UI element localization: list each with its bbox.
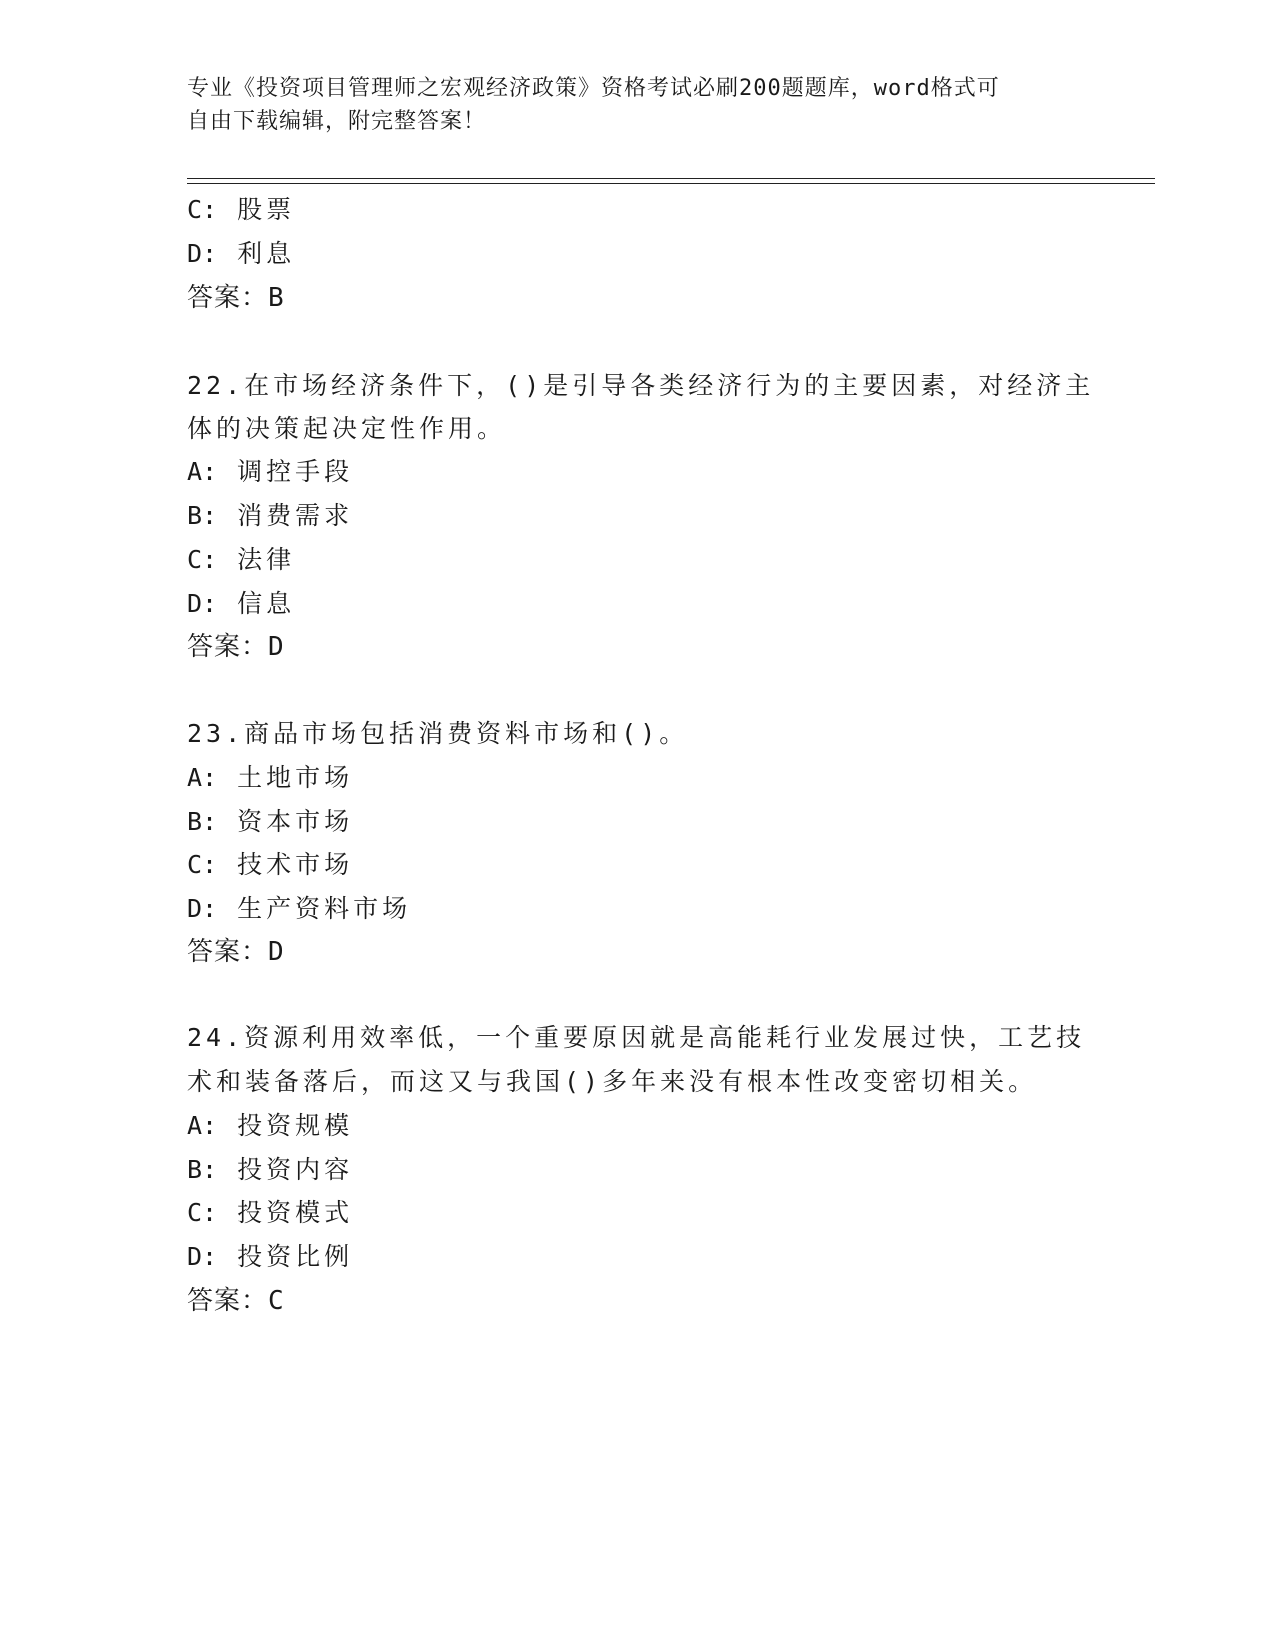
answer-line bbox=[187, 282, 285, 314]
option-line bbox=[187, 1154, 353, 1186]
answer-value: D bbox=[268, 937, 285, 967]
answer-value: C bbox=[268, 1286, 285, 1316]
option-label: A: bbox=[187, 457, 218, 486]
option-text: 利息 bbox=[237, 239, 296, 268]
option-text: 消费需求 bbox=[237, 501, 354, 530]
option-label: D: bbox=[187, 589, 218, 618]
answer-line bbox=[187, 631, 285, 663]
question-stem-line: 22.在市场经济条件下，()是引导各类经济行为的主要因素，对经济主 bbox=[187, 371, 1095, 400]
option-text: 投资规模 bbox=[237, 1111, 354, 1140]
option-label: B: bbox=[187, 1155, 218, 1184]
option-line bbox=[187, 1110, 353, 1142]
option-label: B: bbox=[187, 807, 218, 836]
option-label: C: bbox=[187, 545, 218, 574]
option-label: A: bbox=[187, 1111, 218, 1140]
header-line-2: 自由下载编辑，附完整答案！ bbox=[187, 109, 487, 134]
option-text: 信息 bbox=[237, 589, 296, 618]
option-label: D: bbox=[187, 894, 218, 923]
option-text: 投资比例 bbox=[237, 1242, 354, 1271]
option-text: 调控手段 bbox=[237, 457, 354, 486]
option-label: D: bbox=[187, 239, 218, 268]
option-line bbox=[187, 1241, 353, 1273]
question-stem-line: 术和装备落后，而这又与我国()多年来没有根本性改变密切相关。 bbox=[187, 1067, 1038, 1096]
answer-label: 答案： bbox=[187, 1286, 269, 1316]
option-line bbox=[187, 1197, 353, 1229]
option-text: 股票 bbox=[237, 195, 296, 224]
option-text: 法律 bbox=[237, 545, 296, 574]
option-label: C: bbox=[187, 1198, 218, 1227]
option-text: 技术市场 bbox=[237, 850, 354, 879]
option-line bbox=[187, 238, 295, 270]
option-line bbox=[187, 456, 353, 488]
option-label: D: bbox=[187, 1242, 218, 1271]
option-line bbox=[187, 762, 353, 794]
option-line bbox=[187, 588, 295, 620]
option-label: C: bbox=[187, 850, 218, 879]
answer-value: D bbox=[268, 632, 285, 662]
option-label: C: bbox=[187, 195, 218, 224]
option-line bbox=[187, 500, 353, 532]
option-line bbox=[187, 893, 411, 925]
option-text: 生产资料市场 bbox=[237, 894, 412, 923]
option-text: 资本市场 bbox=[237, 807, 354, 836]
answer-line bbox=[187, 1285, 285, 1317]
option-line bbox=[187, 544, 295, 576]
question-stem-line: 24.资源利用效率低，一个重要原因就是高能耗行业发展过快，工艺技 bbox=[187, 1023, 1086, 1052]
option-line bbox=[187, 849, 353, 881]
answer-label: 答案： bbox=[187, 283, 269, 313]
header-line-1: 专业《投资项目管理师之宏观经济政策》资格考试必刷200题题库，word格式可 bbox=[187, 76, 1000, 101]
document-header bbox=[187, 72, 1067, 138]
option-label: B: bbox=[187, 501, 218, 530]
answer-label: 答案： bbox=[187, 937, 269, 967]
option-line bbox=[187, 194, 295, 226]
answer-line bbox=[187, 936, 285, 968]
question-stem-line: 23.商品市场包括消费资料市场和()。 bbox=[187, 719, 689, 748]
option-text: 投资模式 bbox=[237, 1198, 354, 1227]
option-text: 投资内容 bbox=[237, 1155, 354, 1184]
answer-label: 答案： bbox=[187, 632, 269, 662]
question-stem-line: 体的决策起决定性作用。 bbox=[187, 414, 507, 443]
header-divider-top bbox=[187, 178, 1155, 179]
option-line bbox=[187, 806, 353, 838]
option-text: 土地市场 bbox=[237, 763, 354, 792]
header-divider-bottom bbox=[187, 183, 1155, 184]
option-label: A: bbox=[187, 763, 218, 792]
answer-value: B bbox=[268, 283, 285, 313]
